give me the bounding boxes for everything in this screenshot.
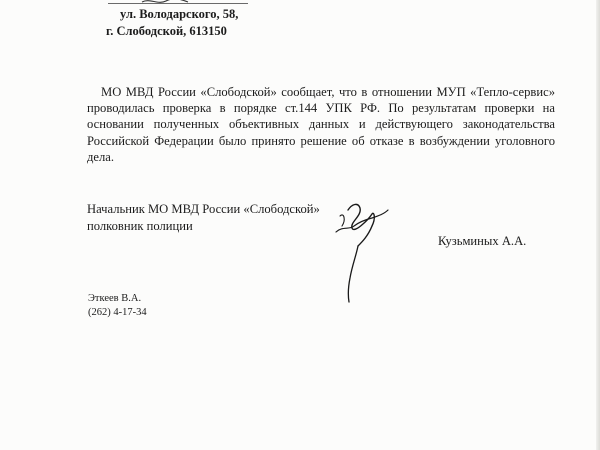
address-street: ул. Володарского, 58,: [120, 7, 239, 21]
handwritten-signature: [328, 196, 394, 304]
signatory-title: Начальник МО МВД России «Слободской»: [87, 202, 320, 216]
address-city: г. Слободской, 613150: [106, 24, 227, 38]
signatory-rank: полковник полиции: [87, 219, 193, 233]
letter-body-text: МО МВД России «Слободской» сообщает, что в отношении МУП «Тепло-сервис» проводилась проверка в порядке ст.144 УПК РФ. По результатам проверки на основании полученных объективных данных и действующего законодательства Российской Федерации было принято решение об отказе в возбуждении уголовного дела.: [87, 85, 555, 164]
page-edge-shadow: [596, 0, 600, 450]
signatory-name: Кузьминых А.А.: [438, 234, 527, 248]
header-handwritten-mark: [140, 0, 200, 6]
letter-body: [87, 84, 555, 165]
executor-name: Эткеев В.А.: [88, 293, 142, 304]
executor-phone: (262) 4-17-34: [88, 307, 147, 318]
